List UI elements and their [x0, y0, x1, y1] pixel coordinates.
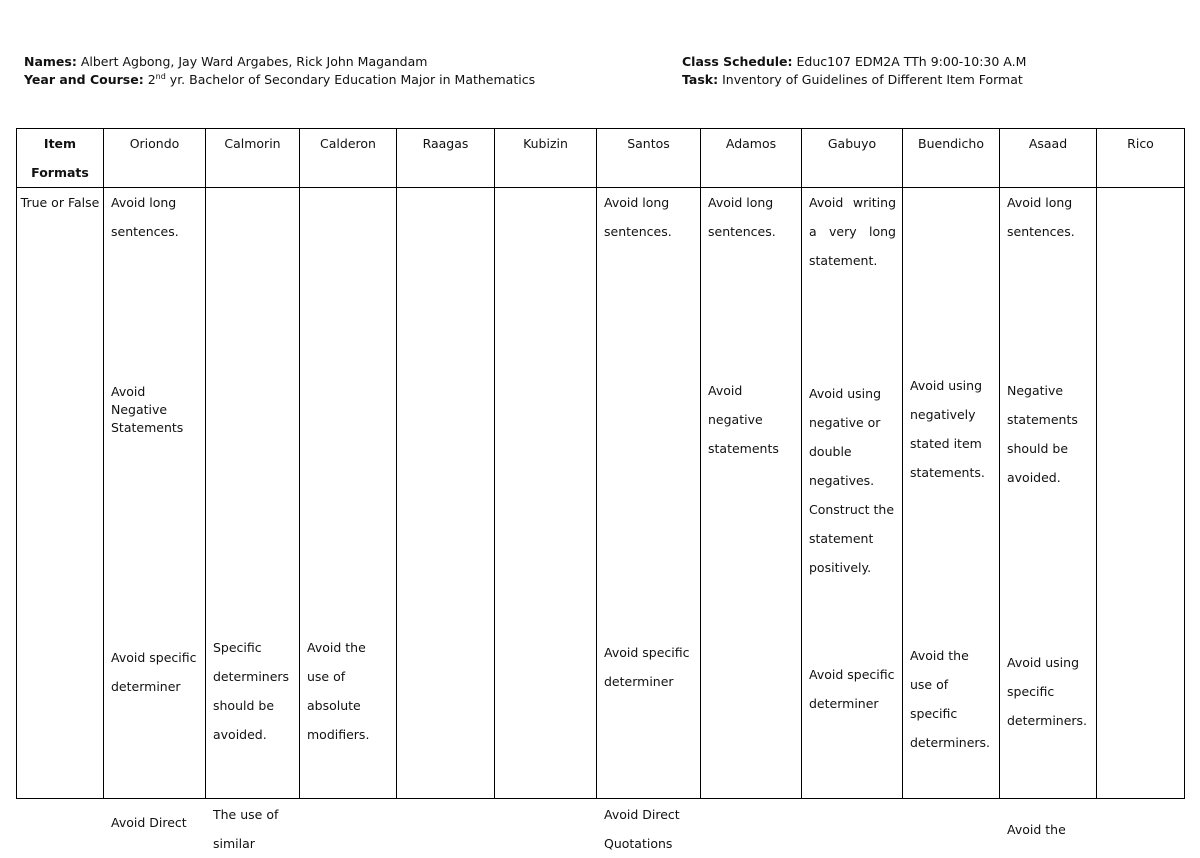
col-item-formats-label: Item Formats — [31, 136, 89, 180]
guideline-text: Avoid writing a very long statement. — [809, 195, 896, 268]
header-row-2 — [24, 71, 1184, 89]
cell-buendicho — [903, 188, 1000, 799]
guideline-text: Avoid the use of absolute modifiers. — [307, 640, 370, 742]
col-oriondo: Oriondo — [104, 129, 206, 188]
header-row-1 — [24, 53, 1184, 71]
guideline-text: Avoid specific determiner — [111, 650, 197, 694]
cell-rico — [1097, 188, 1185, 799]
guideline-text: Avoid Negative Statements — [111, 384, 184, 435]
year-line — [24, 71, 535, 89]
guideline-text: Avoid long sentences. — [1007, 195, 1075, 239]
year-value: yr. Bachelor of Secondary Education Major in Mathematics — [169, 72, 536, 87]
year-num: 2 — [147, 72, 156, 87]
guideline-text: Avoid using specific determiners. — [1007, 655, 1088, 728]
guideline-text: Avoid the use of specific determiners. — [910, 648, 991, 750]
row-label: True or False — [20, 195, 100, 210]
cell-calmorin — [206, 188, 300, 851]
col-adamos: Adamos — [701, 129, 802, 188]
col-rico: Rico — [1097, 129, 1185, 188]
guideline-text: Avoid Direct Quotations — [604, 807, 680, 851]
cell-kubizin — [495, 188, 597, 799]
guideline-text: Avoid long sentences. — [604, 195, 672, 239]
col-asaad: Asaad — [1000, 129, 1097, 188]
guideline-text: Avoid using negatively stated item statements. — [910, 378, 985, 480]
cell-raagas — [397, 188, 495, 799]
table-row — [17, 188, 1185, 799]
guideline-text: Avoid long sentences. — [708, 195, 776, 239]
guideline-text: Avoid specific determiner — [809, 667, 895, 711]
guidelines-table — [16, 128, 1185, 851]
col-raagas: Raagas — [397, 129, 495, 188]
guideline-text: Avoid negative statements — [708, 383, 779, 456]
col-kubizin: Kubizin — [495, 129, 597, 188]
task-value: Inventory of Guidelines of Different Item Format — [722, 72, 1023, 87]
guideline-text: Avoid long sentences. — [111, 195, 179, 239]
year-label: Year and Course: — [24, 72, 144, 87]
document-header — [24, 53, 1184, 89]
guideline-text: The use of similar — [213, 807, 279, 851]
guideline-text: Avoid the — [1007, 822, 1066, 837]
col-item-formats — [17, 129, 104, 188]
schedule-value: Educ107 EDM2A TTh 9:00-10:30 A.M — [796, 54, 1027, 69]
col-gabuyo: Gabuyo — [802, 129, 903, 188]
col-calmorin: Calmorin — [206, 129, 300, 188]
year-sup: nd — [155, 71, 166, 81]
names-label: Names: — [24, 54, 77, 69]
guideline-text: Avoid Direct — [111, 815, 187, 830]
guideline-text: Specific determiners should be avoided. — [213, 640, 290, 742]
col-buendicho: Buendicho — [903, 129, 1000, 188]
table-header-row — [17, 129, 1185, 188]
row-label-cell — [17, 188, 104, 799]
cell-asaad — [1000, 188, 1097, 837]
task-label: Task: — [682, 72, 719, 87]
names-value: Albert Agbong, Jay Ward Argabes, Rick John Magandam — [80, 54, 428, 69]
guideline-text: Avoid specific determiner — [604, 645, 690, 689]
names-line — [24, 53, 427, 71]
col-santos: Santos — [597, 129, 701, 188]
schedule-label: Class Schedule: — [682, 54, 793, 69]
task-line — [682, 71, 1023, 89]
schedule-line — [682, 53, 1026, 71]
col-calderon: Calderon — [300, 129, 397, 188]
cell-adamos — [701, 188, 802, 799]
cell-calderon — [300, 188, 397, 799]
cell-santos — [597, 188, 701, 851]
cell-gabuyo — [802, 188, 903, 799]
guideline-text: Avoid using negative or double negatives. Construct the statement positively. — [809, 386, 895, 575]
cell-oriondo — [104, 188, 206, 830]
guideline-text: Negative statements should be avoided. — [1007, 383, 1078, 485]
